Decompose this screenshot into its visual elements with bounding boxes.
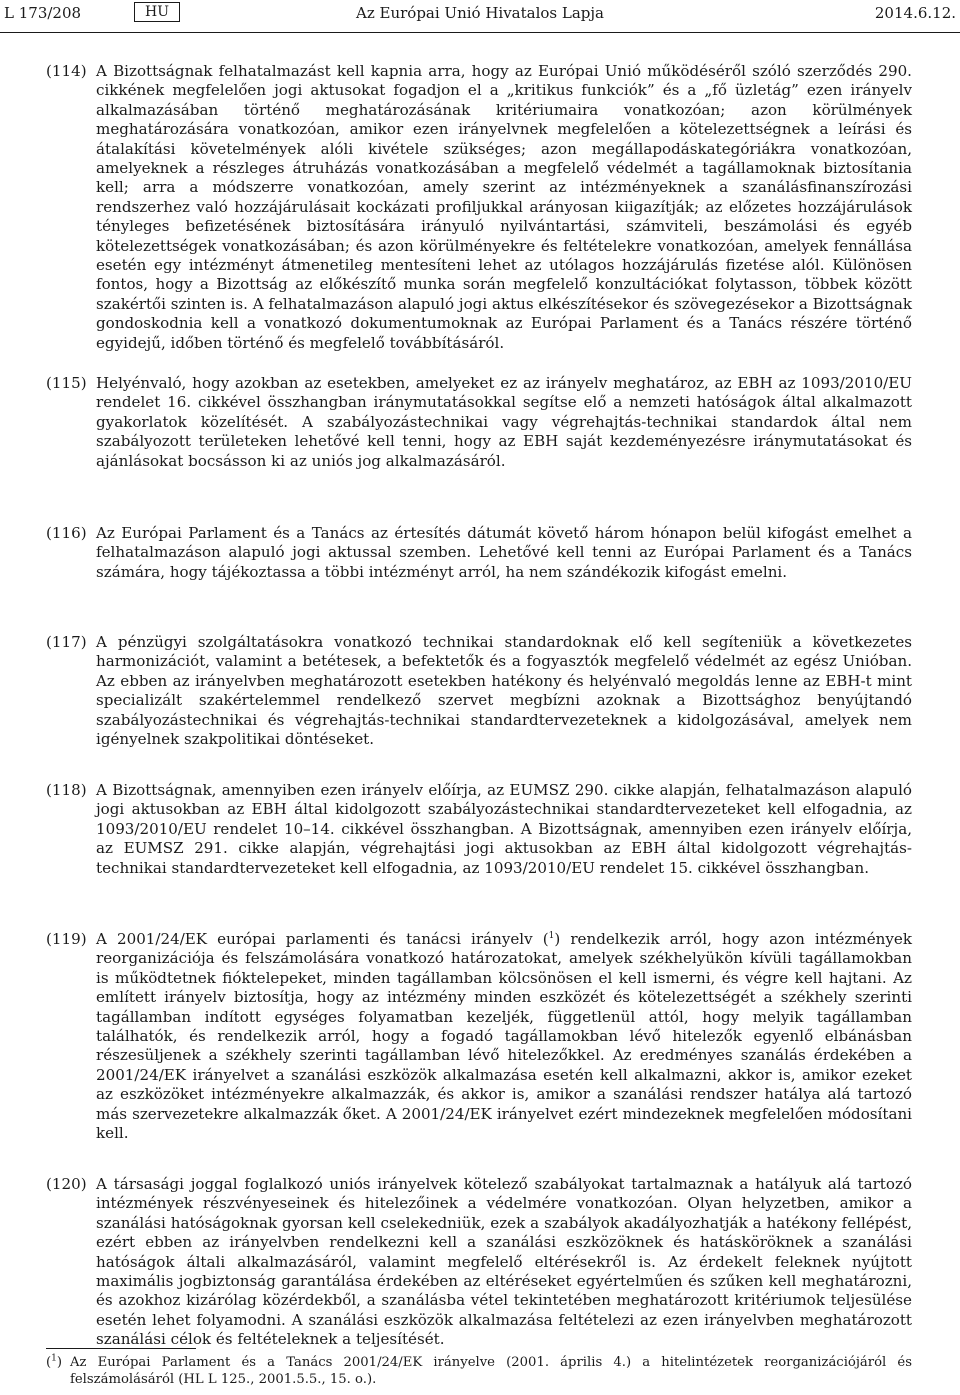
footnote-mark: ($^1$) [46, 1353, 63, 1370]
recital-text: A 2001/24/EK európai parlamenti és tanácsi irányelv ($^1$) rendelkezik arról, hogy azon intézmények reorganizációja és felszámolására vonatkozó határozatokat, amelyek székhelyükön kívüli tagállamokban is működtetnek fióktelepeket, minden tagállamban kölcsönösen el kell ismerni, és végre kell hajtani. Az említett irányelv biztosítja, hogy az intézmény minden eszközét és kötelezettségét a székhely szerinti tagállamban indított egységes folyamatban kezeljék, függetlenül attól, hogy melyik tagállamban találhatók, és rendelkezik arról, hogy a fogadó tagállamokban lévő hitelezők egyenlő elbánásban részesüljenek a székhely szerinti tagállamban lévő hitelezőkkel. Az eredményes szanálás érdekében a 2001/24/EK irányelvet a szanálási eszközök alkalmazása esetén kell alkalmazni, akkor is, amikor ezeket az eszközöket intézményekre alkalmazzák, és akkor is, amikor a szanálási rendszer hatálya alá tartozó más szervezetekre alkalmazzák őket. A 2001/24/EK irányelvet ezért mindezeknek megfelelően módosítani kell. [96, 930, 912, 1143]
header-rule [0, 32, 960, 33]
page-header [0, 0, 960, 26]
recital-number: (118) [46, 781, 87, 799]
recital-number: (116) [46, 524, 87, 542]
page-reference: L 173/208 [4, 4, 82, 22]
recital-number: (120) [46, 1175, 87, 1193]
recital-number: (115) [46, 374, 87, 392]
footnote-reference[interactable]: 1 [548, 930, 555, 941]
recital-number: (114) [46, 62, 87, 80]
recital-text: A Bizottságnak felhatalmazást kell kapnia arra, hogy az Európai Unió működéséről szóló szerződés 290. cikkének megfelelően jogi aktusokat fogadjon el a „kritikus funkciók” és a „fő üzletág” ezen irányelv alkalmazásában történő meghatározásának kritériumaira vonatkozóan; azon körülmények meghatározására vonatkozóan, amikor ezen irányelvnek megfelelően a kötelezettségnek a leírási és átalakítási követelmények alóli kivétele szükséges; azon megállapodáskategóriákra vonatkozóan, amelyeknek a részleges átruházás vonatkozásában a megfelelő védelmét a tagállamoknak biztosítania kell; arra a módszerre vonatkozóan, amely szerint az intézményeknek a szanálásfinanszírozási rendszerhez való hozzájárulásait kockázati profiljukkal arányosan kiigazítják; az előzetes hozzájárulások tényleges befizetésének biztosítására irányuló nyilvántartási, számviteli, beszámolási és egyéb kötelezettségek vonatkozásában; és azon körülményekre és feltételekre vonatkozóan, amelyek fennállása esetén egy intézményt átmenetileg mentesíteni lehet az utólagos hozzájárulás fizetése alól. Különösen fontos, hogy a Bizottság az előkészítő munka során megfelelő konzultációkat folytasson, többek között szakértői szinten is. A felhatalmazáson alapuló jogi aktus elkészítésekor és szövegezésekor a Bizottságnak gondoskodnia kell a vonatkozó dokumentumoknak az Európai Parlament és a Tanács részére történő egyidejű, időben történő és megfelelő továbbításáról. [96, 62, 912, 352]
footnote-rule [46, 1348, 196, 1349]
publication-date: 2014.6.12. [874, 4, 956, 22]
recital-text: A pénzügyi szolgáltatásokra vonatkozó technikai standardoknak elő kell segíteniük a következetes harmonizációt, valamint a betétesek, a befektetők és a fogyasztók megfelelő védelmét az egész Unióban. Az ebben az irányelvben meghatározott esetekben hatékony és helyénvaló megoldás lenne az EBH-t mint specializált szakértelemmel rendelkező szervet megbízni azoknak a Bizottsághoz benyújtandó szabályozástechnikai és végrehajtás-technikai standardtervezeteknek a kidolgozásával, amelyek nem igényelnek szakpolitikai döntéseket. [96, 633, 912, 749]
recital-text: Helyénvaló, hogy azokban az esetekben, amelyeket ez az irányelv meghatároz, az EBH az 1093/2010/EU rendelet 16. cikkével összhangban iránymutatásokkal segítse elő a nemzeti hatóságok által alkalmazott gyakorlatok közelítését. A szabályozástechnikai vagy végrehajtás-technikai standardok által nem szabályozott területeken lehetővé kell tenni, hogy az EBH saját kezdeményezésre iránymutatásokat és ajánlásokat bocsásson ki az uniós jog alkalmazásáról. [96, 374, 912, 470]
recital-number: (119) [46, 930, 87, 948]
language-code-box: HU [134, 2, 180, 22]
footnote [46, 1354, 912, 1388]
recital-text: A Bizottságnak, amennyiben ezen irányelv előírja, az EUMSZ 290. cikke alapján, felhatalmazáson alapuló jogi aktusokban az EBH által kidolgozott szabályozástechnikai standardtervezeteket kell elfogadnia, az 1093/2010/EU rendelet 10–14. cikkével összhangban. A Bizottságnak, amennyiben ezen irányelv előírja, az EUMSZ 291. cikke alapján, végrehajtási jogi aktusokban az EBH által kidolgozott végrehajtás-technikai standardtervezeteket kell elfogadnia, az 1093/2010/EU rendelet 15. cikkével összhangban. [96, 781, 912, 877]
recital-text: Az Európai Parlament és a Tanács az értesítés dátumát követő három hónapon belül kifogást emelhet a felhatalmazáson alapuló jogi aktussal szemben. Lehetővé kell tenni az Európai Parlament és a Tanács számára, hogy tájékoztassa a többi intézményt arról, ha nem szándékozik kifogást emelni. [96, 524, 912, 581]
journal-title: Az Európai Unió Hivatalos Lapja [356, 4, 604, 22]
footnote-text: Az Európai Parlament és a Tanács 2001/24/EK irányelve (2001. április 4.) a hitelintézetek reorganizációjáról és felszámolásáról (HL L 125., 2001.5.5., 15. o.). [70, 1355, 912, 1387]
recital-text: A társasági joggal foglalkozó uniós irányelvek kötelező szabályokat tartalmaznak a hatályuk alá tartozó intézmények részvényeseinek és hitelezőinek a védelmére vonatkozóan. Olyan helyzetben, amikor a szanálási hatóságoknak gyorsan kell cselekedniük, ezek a szabályok akadályozhatják a hatékony fellépést, ezért ebben az irányelvben rendelkezni kell a szanálási eszközöknek és hatásköröknek a szanálási hatóságok általi alkalmazásáról, valamint megfelelő eltérésekről is. Az érdekelt feleknek nyújtott maximális jogbiztonság garantálása érdekében az eltéréseket egyértelműen és szűken kell meghatározni, és azokhoz kizárólag közérdekből, a szanálásba vétel tekintetében meghatározott kritériumok teljesülése esetén lehet folyamodni. A szanálási eszközök alkalmazása feltételezi az ezen irányelvben meghatározott szanálási célok és feltételeknek a teljesítését. [96, 1175, 912, 1349]
recital-number: (117) [46, 633, 87, 651]
